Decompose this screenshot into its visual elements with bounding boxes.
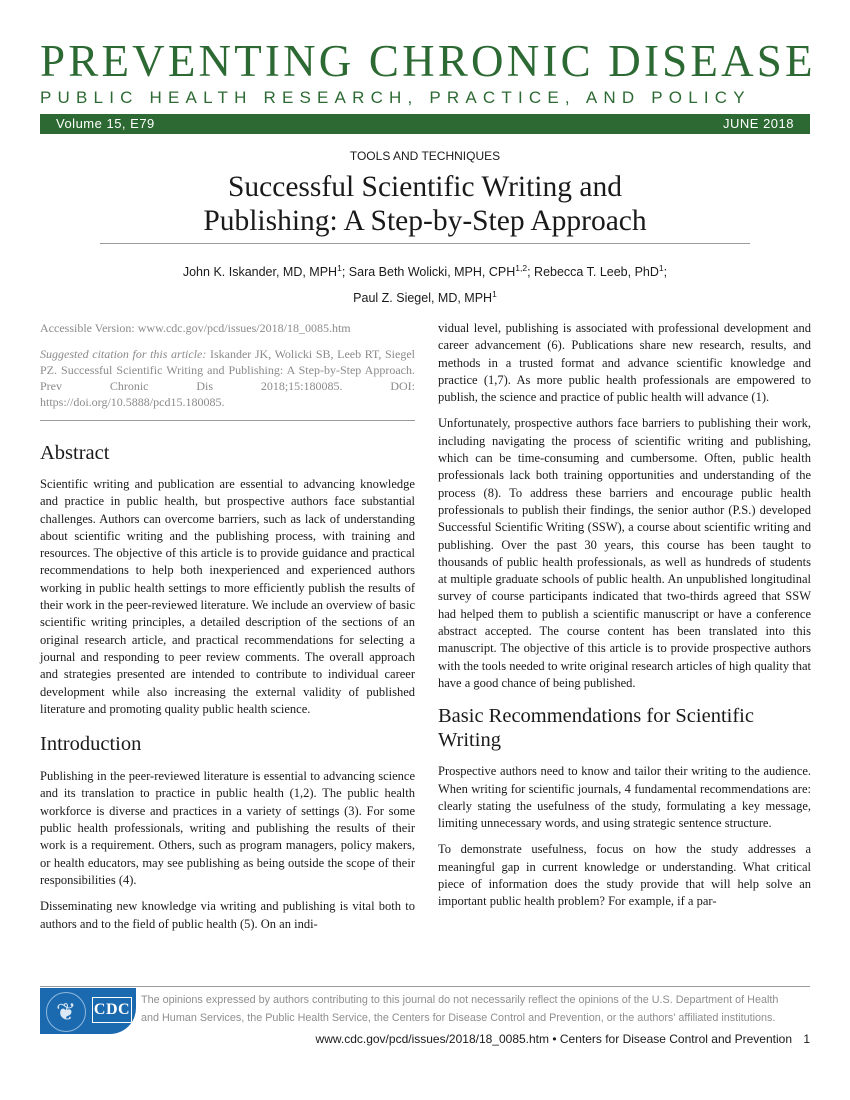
basic-paragraph-1: Prospective authors need to know and tailor their writing to the audience. When writing for scientific journals, 4 fundamental recommendations are: clearly stating the usefulness of the study, formulating a key message, limiting unnecessary words, and using strategic sentence structure. (438, 764, 811, 831)
author-2: Sara Beth Wolicki, MPH, CPH$^{1,2}$; (348, 263, 535, 280)
disclaimer: The opinions expressed by authors contributing to this journal do not necessarily reflect the opinions of the U.S. Department of Health and Human Services, the Public Health Service, the Centers for Disease Control and Prevention, or the authors' affiliated institutions. (141, 994, 779, 1024)
suggested-citation: Suggested citation for this article: Iskander JK, Wolicki SB, Leeb RT, Siegel PZ. Successful Scientific Writing and Publishing: A Step-by-Step Approach. Prev Chronic Dis 2018;15:180085. DOI: https://doi.org/10.5888/pcd15.180085. (40, 347, 415, 409)
article-section: TOOLS AND TECHNIQUES (349, 149, 501, 163)
hhs-eagle-icon: ❦ (46, 992, 86, 1032)
meta-rule (40, 420, 415, 421)
basic-recommendations-heading: Basic Recommendations for Scientific Writing (438, 705, 754, 752)
right-paragraph-2: Unfortunately, prospective authors face barriers to publishing their work, including navigating the process of scientific writing and publishing, which can be time-consuming and cumbersome. Often, public health professionals lack both training opportunities and understanding of the process (8). To address these barriers and encourage public health professionals to publish their findings, the senior author (P.S.) developed Successful Scientific Writing (SSW), a course about scientific writing and publishing. Over the past 30 years, this course has been taught to thousands of public health professionals, as well as hundreds of students at multiple graduate schools of public health. An unpublished longitudinal survey of course participants indicated that two-thirds agreed that SSW had helped them to publish a scientific manuscript or have a conference abstract accepted. The course content has been translated into this manuscript. The objective of this article is to provide prospective authors with the tools needed to write original research articles of high quality that have a good chance of being published. (438, 416, 811, 690)
author-list (60, 257, 790, 309)
title-rule (100, 243, 750, 244)
basic-paragraph-2: To demonstrate usefulness, focus on how the study addresses a meaningful gap in current knowledge or understanding. What critical piece of information does the study provide that will help solve an important public health problem? For example, if a par- (438, 842, 811, 909)
issue-date: JUNE 2018 (723, 116, 794, 131)
journal-tagline: PUBLIC HEALTH RESEARCH, PRACTICE, AND POLICY (40, 88, 751, 107)
accessible-version-link[interactable]: Accessible Version: www.cdc.gov/pcd/issues/2018/18_0085.htm (40, 321, 351, 335)
article-title-line2: Publishing: A Step-by-Step Approach (203, 205, 647, 237)
article-title (100, 170, 750, 238)
article-meta (40, 320, 415, 410)
cdc-logo-text: CDC (92, 997, 132, 1023)
abstract-text: Scientific writing and publication are essential to advancing knowledge and practice in public health, but prospective authors face substantial challenges. Authors can overcome barriers, such as lack of understanding about scientific writing and the publishing process, with training and resources. The objective of this article is to provide guidance and practical recommendations to help both inexperienced and experienced authors working in public health settings to more efficiently publish the results of their work in the peer-reviewed literature. We include an overview of basic scientific writing principles, a detailed description of the sections of an original research article, and practical recommendations for selecting a journal and responding to peer review comments. The overall approach and strategies presented are intended to contribute to individual career development while also increasing the external validity of published literature and promoting quality public health science. (40, 477, 415, 716)
volume-bar (40, 114, 810, 134)
journal-name: PREVENTING CHRONIC DISEASE (40, 36, 816, 86)
abstract-heading: Abstract (40, 442, 110, 464)
volume-label: Volume 15, E79 (56, 116, 155, 131)
author-4: Paul Z. Siegel, MD, MPH$^1$ (353, 289, 497, 306)
intro-paragraph-2: Disseminating new knowledge via writing and publishing is vital both to authors and to the field of public health (5). On an indi- (40, 899, 415, 931)
left-column (40, 320, 415, 933)
introduction-heading: Introduction (40, 733, 142, 756)
right-paragraph-1: vidual level, publishing is associated with professional development and career advancement (6). Publications share new research, results, and methods in a trusted format and advance scientific knowledge and practice (1,7). As more public health professionals are empowered to publish, the science and practice of public health will advance (1). (438, 321, 811, 405)
intro-paragraph-1: Publishing in the peer-reviewed literature is essential to advancing science and its translation to practice in public health (1,2). The public health workforce is diverse and practices in a variety of settings (3). For some public health professionals, writing and publishing the results of their work is a requirement. Others, such as program managers, policy makers, or health educators, may see publishing as being outside the scope of their responsibilities (4). (40, 769, 415, 887)
author-3: Rebecca T. Leeb, PhD$^1$; (534, 263, 668, 280)
author-1: John K. Iskander, MD, MPH$^1$; (182, 263, 349, 280)
right-column (438, 320, 811, 911)
cdc-logo (40, 988, 136, 1034)
article-title-line1: Successful Scientific Writing and (228, 171, 622, 203)
footer-url[interactable]: www.cdc.gov/pcd/issues/2018/18_0085.htm • Centers for Disease Control and Prevention (315, 1032, 792, 1046)
page-number: 1 (803, 1032, 810, 1046)
footer-rule (40, 986, 810, 987)
